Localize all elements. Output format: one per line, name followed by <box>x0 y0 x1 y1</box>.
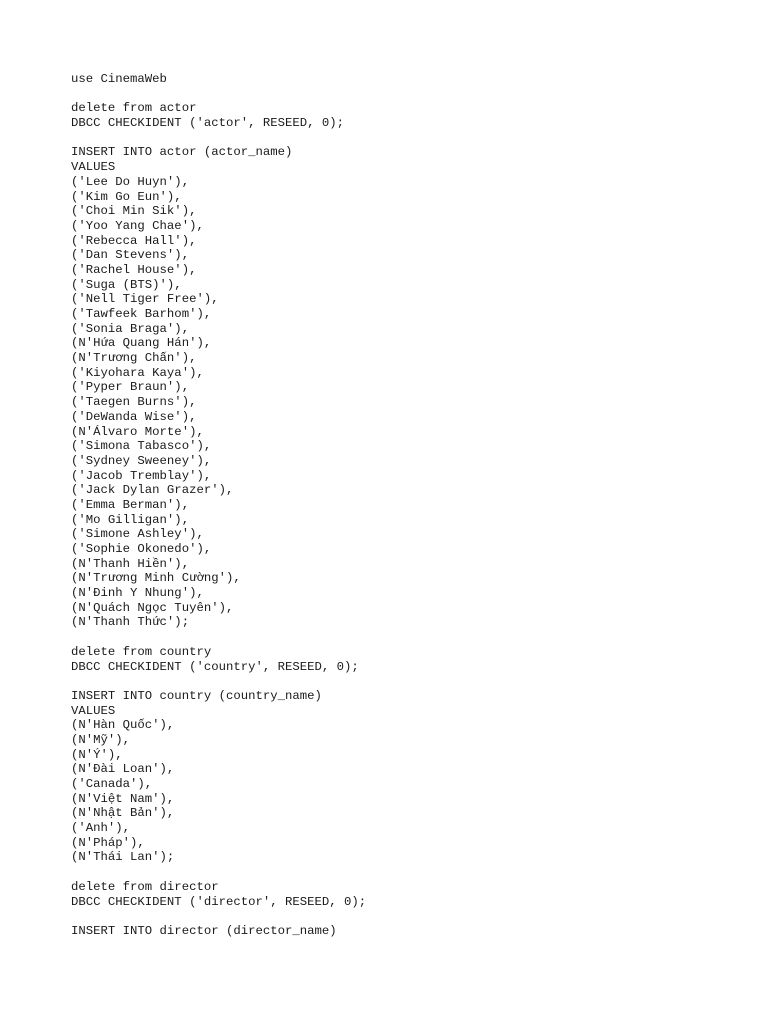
code-line: ('Simone Ashley'), <box>71 527 204 542</box>
code-line: ('Sonia Braga'), <box>71 321 190 336</box>
code-line: ('Dan Stevens'), <box>71 248 190 263</box>
sql-code-block <box>71 72 366 939</box>
code-line: DBCC CHECKIDENT ('country', RESEED, 0); <box>71 659 359 674</box>
code-line: ('Taegen Burns'), <box>71 395 197 410</box>
code-line: ('Kiyohara Kaya'), <box>71 365 204 380</box>
code-line: (N'Mỹ'), <box>71 732 131 747</box>
code-line: (N'Trương Minh Cường'), <box>71 571 241 586</box>
code-line: use CinemaWeb <box>71 72 167 86</box>
code-line: (N'Pháp'), <box>71 835 145 850</box>
code-line: (N'Thanh Hiền'), <box>71 556 190 571</box>
code-line: DBCC CHECKIDENT ('director', RESEED, 0); <box>71 894 367 909</box>
code-line: ('Rachel House'), <box>71 262 197 277</box>
code-line: ('Sophie Okonedo'), <box>71 542 212 556</box>
code-line: ('Emma Berman'), <box>71 497 190 512</box>
code-line: (N'Thanh Thức'); <box>71 615 190 630</box>
code-line: (N'Hứa Quang Hán'), <box>71 336 212 351</box>
code-line: ('Jack Dylan Grazer'), <box>71 483 234 498</box>
code-line: (N'Thái Lan'); <box>71 850 175 865</box>
code-line <box>71 87 366 102</box>
code-line: (N'Ý'), <box>71 747 123 762</box>
code-line: ('Rebecca Hall'), <box>71 233 197 248</box>
code-line: ('Nell Tiger Free'), <box>71 292 219 307</box>
code-line: ('Lee Do Huyn'), <box>71 174 190 189</box>
code-line: ('Tawfeek Barhom'), <box>71 307 212 321</box>
code-line: ('Jacob Tremblay'), <box>71 468 212 483</box>
code-line: VALUES <box>71 703 116 718</box>
code-line: ('Mo Gilligan'), <box>71 512 190 527</box>
code-line: (N'Đài Loan'), <box>71 762 175 777</box>
code-line: delete from country <box>71 644 212 659</box>
code-line: INSERT INTO country (country_name) <box>71 688 322 703</box>
code-line: (N'Nhật Bản'), <box>71 806 175 821</box>
code-line: ('Simona Tabasco'), <box>71 439 212 454</box>
code-line: ('Sydney Sweeney'), <box>71 453 212 468</box>
code-line: (N'Hàn Quốc'), <box>71 718 175 733</box>
code-line <box>71 630 366 645</box>
code-line <box>71 865 366 880</box>
code-line: ('Anh'), <box>71 821 131 836</box>
code-line: ('Suga (BTS)'), <box>71 277 182 292</box>
code-line: INSERT INTO director (director_name) <box>71 923 337 938</box>
code-line: (N'Đinh Y Nhung'), <box>71 586 204 601</box>
code-line <box>71 909 366 924</box>
code-line: delete from actor <box>71 101 197 116</box>
code-line: VALUES <box>71 160 116 175</box>
code-line: ('Yoo Yang Chae'), <box>71 218 204 233</box>
code-line: ('Choi Min Sik'), <box>71 204 197 219</box>
code-line <box>71 131 366 146</box>
code-line: (N'Việt Nam'), <box>71 791 175 806</box>
code-line: (N'Álvaro Morte'), <box>71 424 204 439</box>
code-line <box>71 674 366 689</box>
code-line: (N'Trương Chấn'), <box>71 351 197 366</box>
code-line: INSERT INTO actor (actor_name) <box>71 145 293 160</box>
code-line: (N'Quách Ngọc Tuyên'), <box>71 600 234 615</box>
code-line: ('DeWanda Wise'), <box>71 409 197 424</box>
code-line: ('Canada'), <box>71 777 153 791</box>
code-line: delete from director <box>71 879 219 894</box>
code-line: ('Pyper Braun'), <box>71 380 190 395</box>
code-line: DBCC CHECKIDENT ('actor', RESEED, 0); <box>71 116 345 131</box>
code-line: ('Kim Go Eun'), <box>71 189 182 204</box>
